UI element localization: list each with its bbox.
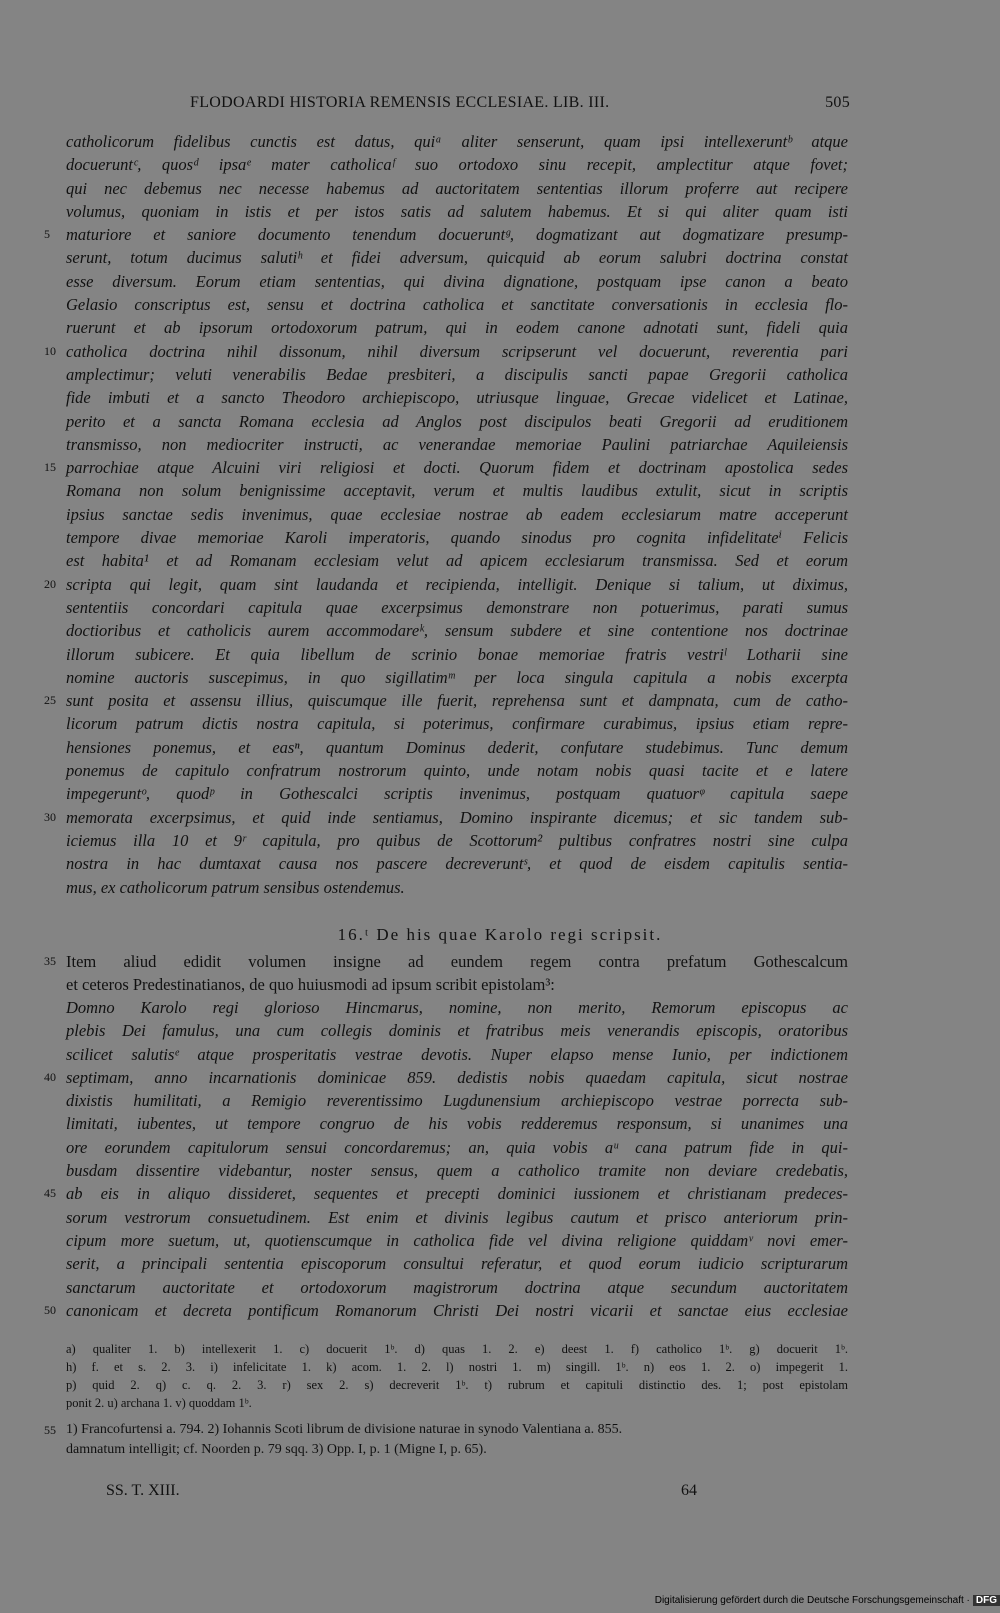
text-line bbox=[66, 246, 848, 269]
line-text: illorum subicere. Et quia libellum de scrinio bonae memoriae fratris vestriˡ Lotharii sine bbox=[66, 644, 848, 664]
line-text: et ceteros Predestinatianos, de quo huiusmodi ad ipsum scribit epistolam³: bbox=[66, 975, 555, 995]
text-line bbox=[66, 996, 848, 1019]
line-number: 30 bbox=[44, 809, 56, 824]
text-line bbox=[66, 782, 848, 805]
narrative-text bbox=[44, 950, 848, 997]
dfg-credit bbox=[655, 1595, 1000, 1606]
text-line bbox=[66, 200, 848, 223]
text-line bbox=[66, 712, 848, 735]
text-line bbox=[44, 950, 848, 973]
section-heading: 16.ᵗ De his quae Karolo regi scripsit. bbox=[337, 925, 663, 944]
text-line bbox=[44, 456, 848, 479]
text-line: p) quid 2. q) c. q. 2. 3. r) sex 2. s) decreverit 1ᵇ. t) rubrum et capituli distinctio des. 1; post epistolam bbox=[66, 1378, 848, 1392]
text-line bbox=[66, 759, 848, 782]
line-text: sanctarum auctoritate et ortodoxorum magistrorum doctrina atque secundum auctoritatem bbox=[66, 1277, 848, 1297]
line-text: scripta qui legit, quam sint laudanda et recipienda, intelligit. Denique si talium, ut diximus, bbox=[66, 574, 848, 594]
line-text: hensiones ponemus, et easⁿ, quantum Dominus dederit, confutare studebimus. Tunc demum bbox=[66, 737, 848, 757]
line-number: 35 bbox=[44, 954, 56, 968]
text-line bbox=[66, 1159, 848, 1182]
text-line bbox=[66, 852, 848, 875]
line-text: damnatum intelligit; cf. Noorden p. 79 sqq. 3) Opp. I, p. 1 (Migne I, p. 65). bbox=[66, 1442, 487, 1457]
text-line: h) f. et s. 2. 3. i) infelicitate 1. k) acom. 1. 2. l) nostri 1. m) singill. 1ᵇ. n) eos 1. 2. o) impegerit 1. bbox=[66, 1360, 848, 1374]
text-line bbox=[66, 643, 848, 666]
text-line bbox=[66, 1276, 848, 1299]
line-number: 40 bbox=[44, 1069, 56, 1084]
line-number: 10 bbox=[44, 343, 56, 358]
line-text: ponemus de capitulo confratrum nostrorum quinto, unde notam nobis quasi tacite et e latere bbox=[66, 761, 848, 781]
line-text: nostra in hac dumtaxat causa nos pascere decreveruntˢ, et quod de eisdem capitulis sentia- bbox=[66, 854, 848, 874]
line-text: docueruntᶜ, quosᵈ ipsaᵉ mater catholicaᶠ suo ortodoxo sinu recepit, amplectitur atque fovet; bbox=[66, 155, 848, 175]
text-line bbox=[66, 293, 848, 316]
sheet-number: 64 bbox=[681, 1482, 697, 1499]
text-line bbox=[66, 619, 848, 642]
line-number: 55 bbox=[44, 1423, 56, 1437]
line-text: nomine auctoris suscepimus, in quo sigillatimᵐ per loca singula capitula a nobis excerpta bbox=[66, 667, 848, 687]
text-line bbox=[66, 666, 848, 689]
text-line bbox=[66, 1229, 848, 1252]
line-number: 15 bbox=[44, 460, 56, 475]
text-line bbox=[66, 1440, 848, 1460]
running-title: FLODOARDI HISTORIA REMENSIS ECCLESIAE. LIB. III. bbox=[190, 94, 610, 111]
letter-text bbox=[44, 996, 848, 1322]
line-number: 45 bbox=[44, 1186, 56, 1201]
text-line bbox=[66, 1019, 848, 1042]
text-line: ponit 2. u) archana 1. v) quoddam 1ᵇ. bbox=[66, 1396, 252, 1410]
text-line bbox=[66, 1136, 848, 1159]
line-text: dixistis humilitati, a Remigio reverentissimo Lugdunensium archiepiscopo vestrae porrecta sub- bbox=[66, 1091, 848, 1111]
line-text: serunt, totum ducimus salutiʰ et fidei adversum, quicquid ab eorum salubri doctrina constat bbox=[66, 248, 848, 268]
text-line bbox=[66, 177, 848, 200]
text-line bbox=[66, 973, 848, 996]
line-text: sorum vestrorum consuetudinem. Est enim et divinis legibus cautum et prisco anteriorum prin- bbox=[66, 1207, 848, 1227]
line-text: ab eis in aliquo dissideret, sequentes et precepti dominici iussionem et christianam predeces- bbox=[66, 1184, 848, 1204]
line-text: fide imbuti et a sancto Theodoro archiepiscopo, utriusque linguae, Grecae videlicet et Latinae, bbox=[66, 388, 848, 408]
credit-text: Digitalisierung gefördert durch die Deutsche Forschungsgemeinschaft · bbox=[654, 1595, 970, 1606]
line-text: catholica doctrina nihil dissonum, nihil diversum scripserunt vel docuerunt, reverentia pari bbox=[66, 341, 848, 361]
line-text: est habita¹ et ad Romanam ecclesiam velut ad apicem ecclesiarum transmissa. Sed et eorum bbox=[66, 551, 848, 571]
text-line bbox=[66, 479, 848, 502]
text-line bbox=[66, 549, 848, 572]
line-text: impegeruntᵒ, quodᵖ in Gothescalci scriptis invenimus, postquam quatuorᵠ capitula saepe bbox=[66, 784, 848, 804]
critical-apparatus bbox=[66, 1340, 848, 1412]
line-text: ipsius sanctae sedis invenimus, quae ecclesiae nostrae ab eadem ecclesiarum matre acceperunt bbox=[66, 504, 848, 524]
line-text: 1) Francofurtensi a. 794. 2) Iohannis Scoti librum de divisione naturae in synodo Valentiana a. 855. bbox=[66, 1422, 623, 1437]
text-line bbox=[66, 526, 848, 549]
text-line bbox=[66, 736, 848, 759]
text-line bbox=[44, 1299, 848, 1322]
line-text: plebis Dei famulus, una cum collegis dominis et fratribus meis venerandis episcopis, oratoribus bbox=[66, 1021, 848, 1041]
text-line bbox=[66, 829, 848, 852]
line-text: iciemus illa 10 et 9ʳ capitula, pro quibus de Scottorum² pultibus confratres nostri sine culpa bbox=[66, 830, 848, 850]
text-line bbox=[44, 1420, 848, 1440]
line-text: qui nec debemus nec necesse habemus ad auctoritatem sententias illorum proferre aut recipere bbox=[66, 178, 848, 198]
line-text: maturiore et saniore documento tenendum docueruntᵍ, dogmatizant aut dogmatizare presump- bbox=[66, 225, 848, 245]
line-text: serit, a principali sententia episcoporum consultui referatur, et quod eorum iudicio scripturarum bbox=[66, 1254, 848, 1274]
dfg-logo: DFG bbox=[973, 1595, 1000, 1606]
page-number: 505 bbox=[825, 94, 850, 111]
text-line bbox=[66, 386, 848, 409]
text-line bbox=[66, 1089, 848, 1112]
text-line bbox=[66, 153, 848, 176]
line-text: Gelasio conscriptus est, sensu et doctrina catholica et sanctitate conversationis in ecclesia flo- bbox=[66, 295, 848, 315]
text-line bbox=[66, 270, 848, 293]
line-text: perito et a sancta Romana ecclesia ad Anglos post discipulos beati Gregorii ad eruditionem bbox=[66, 411, 848, 431]
line-text: volumus, quoniam in istis et per istos satis ad salutem habemus. Et si qui aliter quam isti bbox=[66, 201, 848, 221]
text-line bbox=[44, 573, 848, 596]
text-line bbox=[44, 340, 848, 363]
line-text: sunt posita et assensu illius, quiscumque ille fuerit, reprehensa sunt et dampnata, cum de catho- bbox=[66, 691, 848, 711]
line-text: doctioribus et catholicis aurem accommodareᵏ, sensum subdere et sine contentione nos doctrinae bbox=[66, 621, 848, 641]
text-line bbox=[66, 1252, 848, 1275]
line-text: busdam dissentire videbantur, noster sensus, quem a catholico tramite non deviare credebatis, bbox=[66, 1161, 848, 1181]
line-text: cipum more suetum, ut, quotienscumque in catholica fide vel divina religione quiddamᵛ novi emer- bbox=[66, 1230, 848, 1250]
line-text: canonicam et decreta pontificum Romanorum Christi Dei nostri vicarii et sanctae eius ecclesiae bbox=[66, 1300, 848, 1320]
line-number: 20 bbox=[44, 576, 56, 591]
line-text: esse diversum. Eorum etiam sententias, qui divina dignatione, postquam ipse canon a beato bbox=[66, 271, 848, 291]
text-line bbox=[66, 876, 848, 899]
text-line bbox=[66, 433, 848, 456]
volume-signature: SS. T. XIII. bbox=[106, 1482, 180, 1499]
text-line bbox=[44, 689, 848, 712]
text-line bbox=[44, 806, 848, 829]
line-text: Domno Karolo regi glorioso Hincmarus, nomine, non merito, Remorum episcopus ac bbox=[66, 998, 848, 1017]
text-line bbox=[66, 130, 848, 153]
text-line: a) qualiter 1. b) intellexerit 1. c) docuerit 1ᵇ. d) quas 1. 2. e) deest 1. f) catholico 1ᵇ. g) docuerit 1ᵇ. bbox=[66, 1342, 848, 1356]
text-line bbox=[66, 1112, 848, 1135]
line-text: transmisso, non mediocriter instructi, ac venerandae memoriae Paulini patriarchae Aquileiensis bbox=[66, 434, 848, 454]
line-number: 50 bbox=[44, 1302, 56, 1317]
line-text: sententiis concordari capitula quae excerpsimus demonstrare non potuerimus, parati sumus bbox=[66, 597, 848, 617]
text-line bbox=[66, 596, 848, 619]
text-line bbox=[44, 1182, 848, 1205]
line-text: licorum patrum dictis nostra capitula, si poterimus, confirmare curabimus, ipsius etiam repre- bbox=[66, 714, 848, 734]
line-text: mus, ex catholicorum patrum sensibus ostendemus. bbox=[66, 877, 405, 897]
line-text: parrochiae atque Alcuini viri religiosi et docti. Quorum fidem et doctrinam apostolica sedes bbox=[66, 458, 848, 478]
text-line bbox=[66, 1043, 848, 1066]
line-text: Item aliud edidit volumen insigne ad eundem regem contra prefatum Gothescalcum bbox=[66, 952, 848, 971]
line-text: tempore divae memoriae Karoli imperatoris, quando sinodus pro cognita infidelitateⁱ Felicis bbox=[66, 528, 848, 548]
line-text: catholicorum fidelibus cunctis est datus, quiᵃ aliter senserunt, quam ipsi intellexeruntᵇ atque bbox=[66, 132, 848, 151]
text-line bbox=[66, 363, 848, 386]
text-line bbox=[66, 316, 848, 339]
text-line bbox=[66, 1206, 848, 1229]
line-text: Romana non solum benignissime acceptavit, verum et multis laudibus extulit, sicut in scriptis bbox=[66, 481, 848, 501]
line-text: ruerunt et ab ipsorum ortodoxorum patrum, qui in eodem canone adnotati sunt, fideli quia bbox=[66, 318, 848, 338]
text-line bbox=[66, 503, 848, 526]
line-text: memorata excerpsimus, et quid inde sentiamus, Domino inspirante dicemus; et sic tandem sub- bbox=[66, 807, 848, 827]
text-line bbox=[66, 410, 848, 433]
line-text: septimam, anno incarnationis dominicae 859. dedistis nobis quaedam capitula, sicut nostrae bbox=[66, 1067, 848, 1087]
line-text: amplectimur; veluti venerabilis Bedae presbiteri, a discipulis sancti papae Gregorii catholica bbox=[66, 364, 848, 384]
text-line bbox=[44, 1066, 848, 1089]
line-text: scilicet salutisᵉ atque prosperitatis vestrae devotis. Nuper elapso mense Iunio, per indictionem bbox=[66, 1044, 848, 1064]
text-line bbox=[44, 223, 848, 246]
line-number: 25 bbox=[44, 693, 56, 708]
line-text: limitati, iubentes, ut tempore congruo de his vobis redderemus responsum, si unanimes una bbox=[66, 1114, 848, 1134]
line-text: ore eorundem capitulorum sensui concordaremus; an, quia vobis aᵘ cana patrum fide in qui- bbox=[66, 1137, 848, 1157]
footnotes bbox=[44, 1420, 848, 1460]
body-text bbox=[44, 130, 848, 899]
line-number: 5 bbox=[44, 227, 50, 242]
